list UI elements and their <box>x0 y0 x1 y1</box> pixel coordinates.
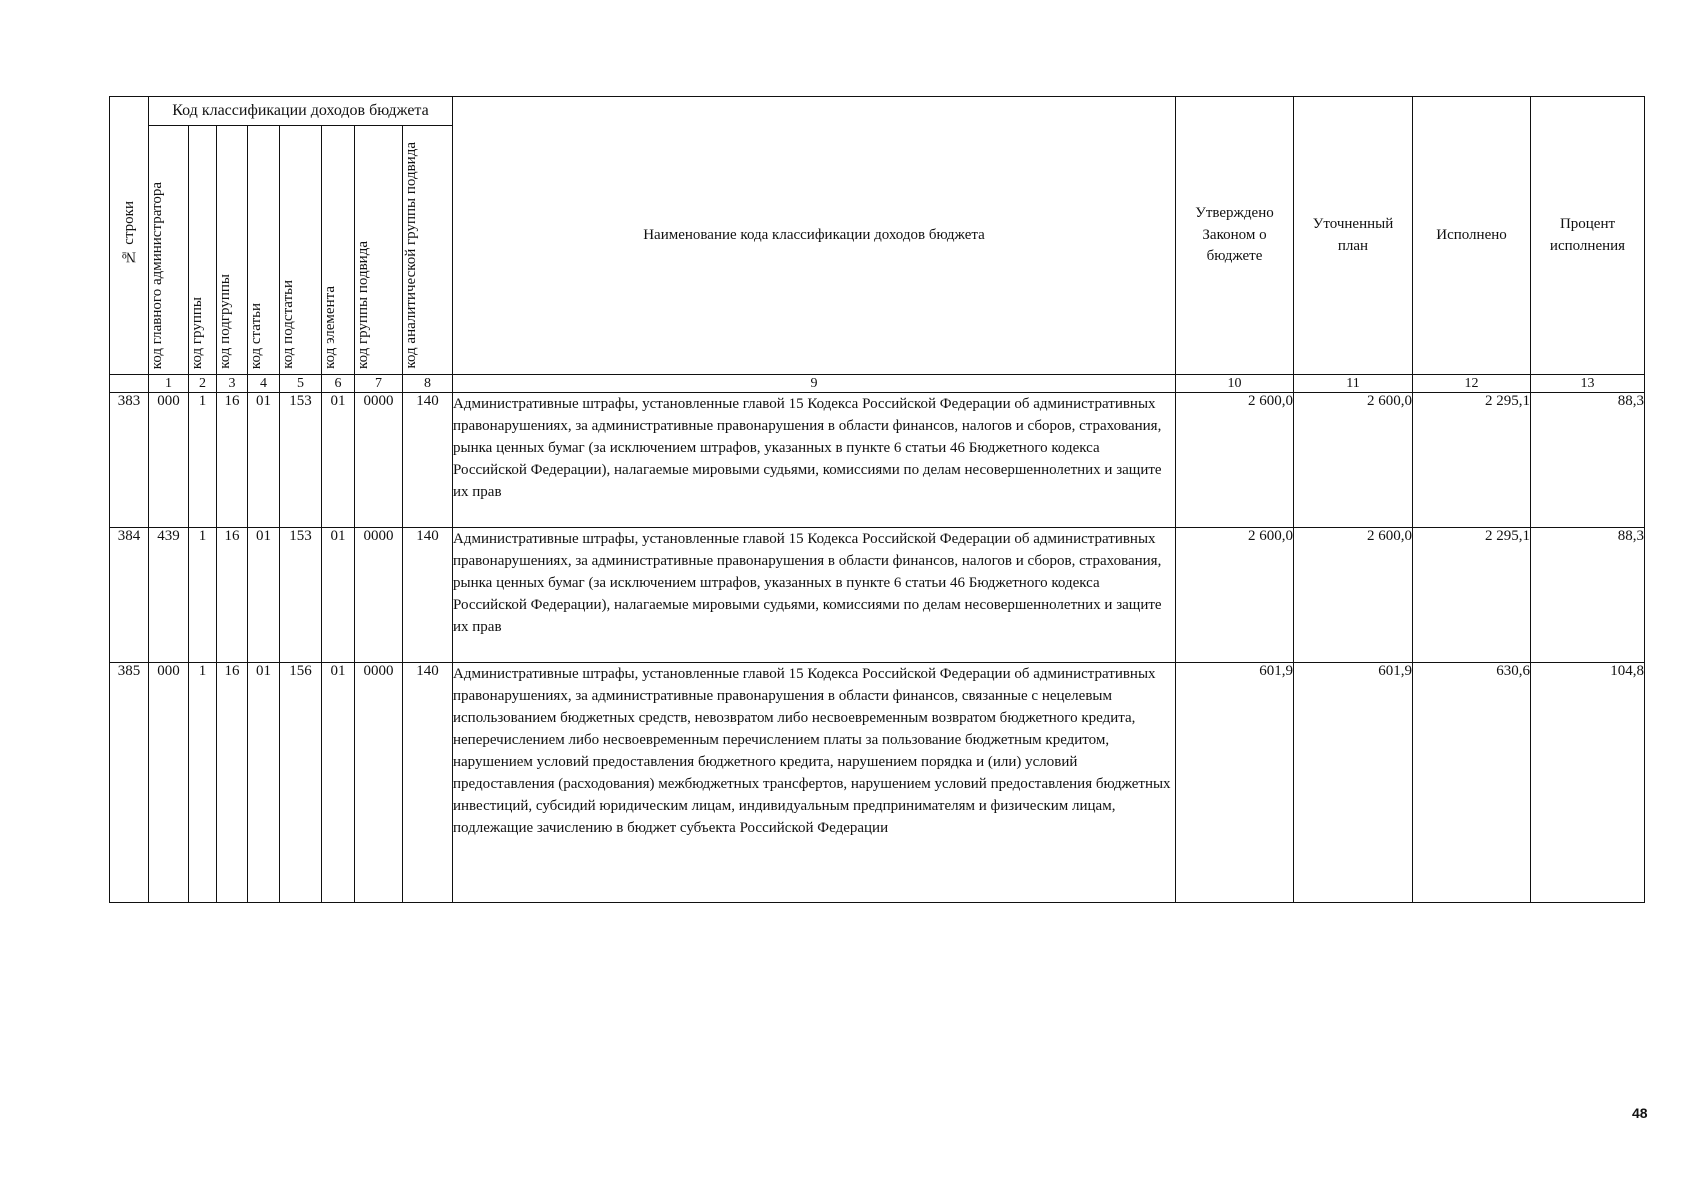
code-element: 01 <box>322 663 355 903</box>
row-number: 384 <box>110 528 149 663</box>
column-number: 11 <box>1294 375 1413 393</box>
code-group: 1 <box>189 393 217 528</box>
header-code-group: Код классификации доходов бюджета <box>149 97 453 126</box>
code-article: 01 <box>248 663 280 903</box>
percent-value: 104,8 <box>1531 663 1645 903</box>
code-analytic-group: 140 <box>403 528 453 663</box>
header-code-subtype-group: код группы подвида <box>355 126 403 375</box>
revenue-name: Административные штрафы, установленные главой 15 Кодекса Российской Федерации об административных правонарушениях, за административные правонарушения в области финансов, налогов и сборов, страхования, рынка ценных бумаг (за исключением штрафов, указанных в пункте 6 статьи 46 Бюджетного кодекса Российской Федерации), налагаемые мировыми судьями, комиссиями по делам несовершеннолетних и защите их прав <box>453 528 1176 663</box>
code-admin: 000 <box>149 663 189 903</box>
column-number-row <box>110 375 1645 393</box>
header-code-article: код статьи <box>248 126 280 375</box>
header-row-number: № строки <box>110 97 149 375</box>
table-row <box>110 663 1645 903</box>
row-number: 383 <box>110 393 149 528</box>
header-code-subgroup: код подгруппы <box>217 126 248 375</box>
refined-value: 2 600,0 <box>1294 528 1413 663</box>
header-executed: Исполнено <box>1413 97 1531 375</box>
header-code-analytic-group: код аналитической группы подвида <box>403 126 453 375</box>
column-number <box>110 375 149 393</box>
column-number: 5 <box>280 375 322 393</box>
code-group: 1 <box>189 528 217 663</box>
row-number: 385 <box>110 663 149 903</box>
column-number: 6 <box>322 375 355 393</box>
column-number: 10 <box>1176 375 1294 393</box>
executed-value: 2 295,1 <box>1413 393 1531 528</box>
code-subarticle: 153 <box>280 393 322 528</box>
column-number: 2 <box>189 375 217 393</box>
executed-value: 630,6 <box>1413 663 1531 903</box>
table-row <box>110 528 1645 663</box>
approved-value: 601,9 <box>1176 663 1294 903</box>
code-subtype-group: 0000 <box>355 393 403 528</box>
budget-revenue-table <box>109 96 1645 903</box>
header-code-group-col: код группы <box>189 126 217 375</box>
column-number: 4 <box>248 375 280 393</box>
header-percent: Процент исполнения <box>1531 97 1645 375</box>
header-code-subarticle: код подстатьи <box>280 126 322 375</box>
header-row-1 <box>110 97 1645 126</box>
code-article: 01 <box>248 528 280 663</box>
table-row <box>110 393 1645 528</box>
code-group: 1 <box>189 663 217 903</box>
column-number: 9 <box>453 375 1176 393</box>
code-subgroup: 16 <box>217 393 248 528</box>
header-name: Наименование кода классификации доходов бюджета <box>453 97 1176 375</box>
approved-value: 2 600,0 <box>1176 528 1294 663</box>
code-subgroup: 16 <box>217 528 248 663</box>
percent-value: 88,3 <box>1531 528 1645 663</box>
header-refined: Уточненный план <box>1294 97 1413 375</box>
code-subgroup: 16 <box>217 663 248 903</box>
column-number: 8 <box>403 375 453 393</box>
code-analytic-group: 140 <box>403 663 453 903</box>
column-number: 13 <box>1531 375 1645 393</box>
revenue-name: Административные штрафы, установленные главой 15 Кодекса Российской Федерации об административных правонарушениях, за административные правонарушения в области финансов, связанные с нецелевым использованием бюджетных средств, невозвратом либо несвоевременным возвратом бюджетного кредита, неперечислением либо несвоевременным перечислением платы за пользование бюджетным кредитом, нарушением условий предоставления бюджетного кредита, нарушением порядка и (или) условий предоставления (расходования) межбюджетных трансфертов, нарушением условий предоставления бюджетных инвестиций, субсидий юридическим лицам, индивидуальным предпринимателям и физическим лицам, подлежащие зачислению в бюджет субъекта Российской Федерации <box>453 663 1176 903</box>
percent-value: 88,3 <box>1531 393 1645 528</box>
code-article: 01 <box>248 393 280 528</box>
column-number: 7 <box>355 375 403 393</box>
code-element: 01 <box>322 393 355 528</box>
column-number: 3 <box>217 375 248 393</box>
code-element: 01 <box>322 528 355 663</box>
code-subtype-group: 0000 <box>355 663 403 903</box>
page-number: 48 <box>1632 1105 1648 1121</box>
approved-value: 2 600,0 <box>1176 393 1294 528</box>
code-subarticle: 153 <box>280 528 322 663</box>
revenue-name: Административные штрафы, установленные главой 15 Кодекса Российской Федерации об административных правонарушениях, за административные правонарушения в области финансов, налогов и сборов, страхования, рынка ценных бумаг (за исключением штрафов, указанных в пункте 6 статьи 46 Бюджетного кодекса Российской Федерации), налагаемые мировыми судьями, комиссиями по делам несовершеннолетних и защите их прав <box>453 393 1176 528</box>
executed-value: 2 295,1 <box>1413 528 1531 663</box>
refined-value: 601,9 <box>1294 663 1413 903</box>
header-approved: Утверждено Законом о бюджете <box>1176 97 1294 375</box>
code-subarticle: 156 <box>280 663 322 903</box>
code-admin: 439 <box>149 528 189 663</box>
column-number: 1 <box>149 375 189 393</box>
code-admin: 000 <box>149 393 189 528</box>
column-number: 12 <box>1413 375 1531 393</box>
code-subtype-group: 0000 <box>355 528 403 663</box>
header-code-admin: код главного администратора <box>149 126 189 375</box>
header-code-element: код элемента <box>322 126 355 375</box>
refined-value: 2 600,0 <box>1294 393 1413 528</box>
code-analytic-group: 140 <box>403 393 453 528</box>
